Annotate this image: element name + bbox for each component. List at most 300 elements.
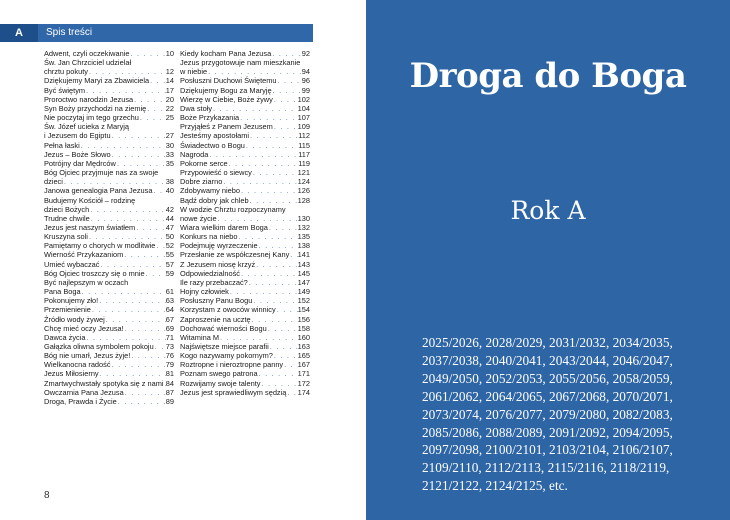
toc-entry-page: 158 <box>297 323 310 333</box>
toc-entry-title: Świadectwo o Bogu <box>180 140 245 150</box>
toc-entry-page: 10 <box>165 49 174 58</box>
toc-entry-row <box>180 388 310 397</box>
toc-entry-row <box>44 141 174 150</box>
toc-entry[interactable] <box>180 223 310 232</box>
toc-entry-title: Hojny człowiek <box>180 287 229 297</box>
toc-entry-row <box>44 49 174 58</box>
toc-entry-row <box>44 95 174 104</box>
toc-leader-dots <box>111 131 166 140</box>
toc-entry[interactable] <box>180 369 310 378</box>
toc-leader-dots <box>208 150 298 159</box>
toc-entry[interactable] <box>180 241 310 250</box>
toc-entry-title: Pełna łaski <box>44 140 80 150</box>
toc-leader-dots <box>124 324 166 333</box>
toc-entry-row <box>44 223 174 232</box>
toc-entry-row <box>44 232 174 241</box>
toc-entry[interactable] <box>44 95 174 104</box>
toc-entry-title: Najświętsze miejsce parafii <box>180 342 269 351</box>
toc-entry-title: Umieć wybaczać <box>44 259 100 269</box>
toc-entry-row <box>180 250 310 259</box>
toc-entry-title: chrztu pokuty <box>44 67 88 77</box>
toc-entry-row <box>44 388 174 397</box>
toc-entry-row <box>44 250 174 259</box>
toc-entry-page: 38 <box>165 177 174 187</box>
toc-entry-title: Chcę mieć oczy Jezusa! <box>44 323 124 333</box>
toc-entry-title: Pana Boga <box>44 287 81 297</box>
toc-entry-page: 63 <box>165 296 174 306</box>
toc-entry-title: Pokorne serce <box>180 158 228 168</box>
toc-entry-page: 52 <box>165 241 174 251</box>
toc-entry-row <box>180 159 310 168</box>
toc-leader-dots <box>88 232 166 241</box>
toc-entry-page: 71 <box>165 332 174 342</box>
toc-entry-page: 61 <box>165 287 174 297</box>
toc-entry-title: dzieci Bożych <box>44 204 90 214</box>
toc-entry[interactable] <box>44 76 174 85</box>
toc-entry[interactable] <box>180 177 310 186</box>
toc-entry-row <box>180 150 310 159</box>
toc-entry[interactable] <box>180 104 310 113</box>
toc-leader-dots <box>249 131 298 140</box>
toc-entry-page: 27 <box>165 131 174 141</box>
toc-header-bar <box>0 24 313 42</box>
toc-entry-row <box>180 260 310 269</box>
toc-leader-dots <box>258 241 298 250</box>
toc-entry-title-line: Jezus przygotowuje nam mieszkanie <box>180 58 301 68</box>
toc-entry-title: Dwa stoły <box>180 103 213 113</box>
toc-entry-page: 109 <box>297 122 310 132</box>
toc-entry-row <box>180 305 310 314</box>
toc-entry-title: Ile razy przebaczać? <box>180 277 248 287</box>
toc-entry-title: Pokonujemy zło! <box>44 296 99 306</box>
toc-entry-row <box>180 360 310 369</box>
toc-entry[interactable] <box>180 232 310 241</box>
toc-entry[interactable] <box>44 214 174 223</box>
toc-entry-page: 163 <box>297 342 310 351</box>
toc-entry[interactable] <box>180 250 310 259</box>
toc-entry-title: Nagroda <box>180 149 209 159</box>
toc-entry-page: 79 <box>165 360 174 370</box>
toc-entry[interactable] <box>44 369 174 378</box>
toc-leader-dots <box>248 278 298 287</box>
toc-entry[interactable] <box>180 122 310 131</box>
toc-entry-page: 81 <box>165 369 174 379</box>
toc-entry-row <box>44 205 174 214</box>
toc-entry-row <box>180 113 310 122</box>
toc-entry[interactable] <box>180 205 310 223</box>
toc-entry-row <box>44 369 174 378</box>
toc-entry[interactable] <box>44 360 174 369</box>
toc-entry[interactable] <box>44 397 174 406</box>
toc-entry-page: 167 <box>297 360 310 370</box>
toc-entry-title: Przesłanie ze współczesnej Kany <box>180 250 290 260</box>
toc-entry-title: Przypowieść o siewcy <box>180 168 252 178</box>
toc-entry-title: Janowa genealogia Pana Jezusa <box>44 186 153 196</box>
toc-leader-dots <box>116 159 166 168</box>
toc-entry-title: Syn Boży przychodzi na ziemię <box>44 103 147 113</box>
toc-entry[interactable] <box>180 86 310 95</box>
toc-entry-title: Poznam swego patrona <box>180 369 258 379</box>
toc-entry-page: 145 <box>297 268 310 278</box>
toc-entry[interactable] <box>180 278 310 287</box>
toc-entry-title: Wiara wielkim darem Boga <box>180 222 268 232</box>
toc-entry-page: 160 <box>297 332 310 342</box>
toc-entry-row <box>180 214 310 223</box>
toc-entry-page: 22 <box>165 103 174 113</box>
toc-leader-dots <box>272 86 302 95</box>
toc-entry-page: 135 <box>297 232 310 242</box>
toc-entry-row <box>180 122 310 131</box>
toc-leader-dots <box>111 150 166 159</box>
toc-entry-row <box>44 342 174 351</box>
toc-leader-dots <box>63 177 166 186</box>
toc-entry-row <box>180 141 310 150</box>
toc-entry-title: Rozwijamy swoje talenty <box>180 378 261 388</box>
toc-entry-page: 147 <box>297 277 310 287</box>
toc-entry-title: w niebie <box>180 67 208 77</box>
toc-entry-row <box>44 397 174 406</box>
toc-entry[interactable] <box>44 159 174 168</box>
toc-entry-row <box>44 159 174 168</box>
toc-entry-row <box>44 214 174 223</box>
toc-entry-row <box>180 67 310 76</box>
toc-entry-row <box>180 278 310 287</box>
toc-leader-dots <box>105 315 166 324</box>
toc-entry[interactable] <box>180 58 310 76</box>
toc-entry-row <box>44 186 174 195</box>
toc-entry[interactable] <box>180 296 310 305</box>
toc-entry-page: 50 <box>165 232 174 242</box>
toc-entry-title: Adwent, czyli oczekiwanie <box>44 49 130 58</box>
toc-leader-dots <box>261 379 298 388</box>
toc-entry-page: 92 <box>301 49 310 58</box>
toc-entry-title: Konkurs na niebo <box>180 232 238 242</box>
toc-entry-page: 154 <box>297 305 310 315</box>
toc-leader-dots <box>133 95 166 104</box>
toc-leader-dots <box>269 342 298 351</box>
cover-page <box>366 0 730 520</box>
toc-entry[interactable] <box>44 49 174 58</box>
toc-leader-dots <box>207 67 302 76</box>
toc-entry-title: Zmartwychwstały spotyka się z nami <box>44 378 164 388</box>
toc-entry[interactable] <box>180 351 310 360</box>
toc-entry-page: 67 <box>165 314 174 324</box>
toc-leader-dots <box>283 360 298 369</box>
toc-entry[interactable] <box>44 379 174 388</box>
toc-entry-row <box>180 324 310 333</box>
toc-entry-row <box>180 86 310 95</box>
toc-entry-page: 128 <box>297 195 310 205</box>
toc-entry[interactable] <box>44 141 174 150</box>
toc-entry-page: 76 <box>165 351 174 361</box>
toc-leader-dots <box>129 49 165 58</box>
liturgical-years-list: 2025/2026, 2028/2029, 2031/2032, 2034/2035, 2037/2038, 2040/2041, 2043/2044, 2046/2047, 2049/2050, 2052/2053, 2055/2056, 2058/2059, 2061/2062, 2064/2065, 2067/2068, 2070/2071, 2073/2074, 2076/2077, 2079/2080, 2082/2083, 2085/2086, 2088/2089, 2091/2092, 2094/2095, 2097/2098, 2100/2101, 2103/2104, 2106/2107, 2109/2110, 2112/2113, 2115/2116, 2118/2119, 2121/2122, 2124/2125, etc. <box>422 335 673 494</box>
toc-entry-title: Dobre ziarno <box>180 177 223 187</box>
toc-entry-page: 138 <box>297 241 310 251</box>
toc-entry[interactable] <box>180 287 310 296</box>
toc-entry-page: 132 <box>297 222 310 232</box>
toc-entry[interactable] <box>180 379 310 388</box>
toc-entry-row <box>180 232 310 241</box>
toc-leader-dots <box>152 186 165 195</box>
toc-entry[interactable] <box>180 333 310 342</box>
toc-entry-title: Bądź dobry jak chleb <box>180 195 249 205</box>
toc-entry-page: 152 <box>297 296 310 306</box>
toc-entry-page: 73 <box>165 342 174 351</box>
toc-entry-title: Bóg nie umarł, Jezus żyje! <box>44 351 131 361</box>
toc-entry-title: Dziękujemy Bogu za Maryję <box>180 85 272 95</box>
toc-entry-page: 69 <box>165 323 174 333</box>
toc-entry-title: nowe życie <box>180 213 217 223</box>
toc-entry-page: 107 <box>297 113 310 123</box>
toc-entry-page: 156 <box>297 314 310 324</box>
toc-entry-row <box>44 104 174 113</box>
toc-entry[interactable] <box>180 342 310 351</box>
toc-entry-row <box>44 150 174 159</box>
toc-entry-title: Kogo nazywamy pokornym? <box>180 351 273 361</box>
toc-entry-page: 99 <box>301 85 310 95</box>
toc-entry-page: 149 <box>297 287 310 297</box>
toc-entry-page: 33 <box>165 149 174 159</box>
toc-entry-row <box>180 95 310 104</box>
toc-entry-title-line: Św. Józef ucieka z Maryją <box>44 122 130 132</box>
toc-entry[interactable] <box>44 168 174 186</box>
toc-entry-page: 17 <box>165 85 174 95</box>
toc-entry-page: 172 <box>297 378 310 388</box>
toc-leader-dots <box>268 223 298 232</box>
toc-entry[interactable] <box>180 269 310 278</box>
toc-entry[interactable] <box>180 76 310 85</box>
toc-entry[interactable] <box>44 250 174 259</box>
toc-entry[interactable] <box>180 159 310 168</box>
toc-leader-dots <box>286 388 297 397</box>
toc-entry[interactable] <box>44 150 174 159</box>
toc-entry-title-line: Bóg Ojciec przyjmuje nas za swoje <box>44 168 159 178</box>
toc-leader-dots <box>85 86 166 95</box>
toc-entry-row <box>180 287 310 296</box>
toc-entry-page: 57 <box>165 259 174 269</box>
toc-entry[interactable] <box>180 260 310 269</box>
toc-entry[interactable] <box>44 223 174 232</box>
toc-entry-row <box>180 369 310 378</box>
toc-entry-page: 141 <box>297 250 310 260</box>
toc-entry-page: 115 <box>298 140 310 150</box>
toc-entry-page: 126 <box>297 186 310 196</box>
toc-leader-dots <box>98 296 166 305</box>
toc-entry-page: 40 <box>165 186 174 196</box>
toc-entry[interactable] <box>44 122 174 140</box>
toc-entry[interactable] <box>44 186 174 195</box>
toc-leader-dots <box>145 269 166 278</box>
toc-leader-dots <box>212 104 298 113</box>
toc-entry[interactable] <box>44 196 174 214</box>
toc-entry-title: i Jezusem do Egiptu <box>44 131 111 141</box>
toc-entry-row <box>44 333 174 342</box>
toc-entry[interactable] <box>44 58 174 76</box>
page-number: 8 <box>44 490 50 501</box>
toc-leader-dots <box>91 305 166 314</box>
toc-column-2 <box>180 49 310 397</box>
toc-leader-dots <box>81 287 166 296</box>
toc-entry-page: 124 <box>297 177 310 187</box>
toc-leader-dots <box>229 287 298 296</box>
toc-leader-dots <box>155 241 165 250</box>
toc-entry-title: Jezus jest naszym światłem <box>44 222 136 232</box>
toc-entry-title: Boże Przykazania <box>180 113 240 123</box>
toc-entry-row <box>44 324 174 333</box>
toc-leader-dots <box>252 168 298 177</box>
toc-entry[interactable] <box>44 342 174 351</box>
toc-leader-dots <box>80 141 166 150</box>
toc-entry[interactable] <box>180 141 310 150</box>
toc-entry-page: 104 <box>297 103 310 113</box>
toc-entry-row <box>180 104 310 113</box>
toc-entry-page: 47 <box>165 222 174 232</box>
toc-entry-page: 112 <box>298 131 310 141</box>
toc-entry-title: Wierność Przykazaniom <box>44 250 124 260</box>
toc-entry-row <box>44 351 174 360</box>
toc-leader-dots <box>154 342 166 351</box>
toc-leader-dots <box>276 305 298 314</box>
toc-entry[interactable] <box>180 305 310 314</box>
toc-entry[interactable] <box>44 241 174 250</box>
toc-leader-dots <box>273 95 298 104</box>
toc-entry-row <box>44 177 174 186</box>
toc-entry[interactable] <box>44 351 174 360</box>
toc-entry-title: Proroctwo narodzin Jezusa <box>44 94 134 104</box>
toc-entry-title-line: Budujemy Kościół – rodzinę <box>44 195 136 205</box>
toc-entry-row <box>44 315 174 324</box>
toc-entry[interactable] <box>44 388 174 397</box>
toc-entry-title: Witamina M <box>180 332 220 342</box>
toc-entry-title: Trudne chwile <box>44 213 90 223</box>
toc-entry-title: Kruszyna soli <box>44 232 88 242</box>
toc-entry-page: 12 <box>165 67 174 77</box>
toc-entry-row <box>180 168 310 177</box>
toc-entry-page: 55 <box>165 250 174 260</box>
toc-leader-dots <box>219 333 298 342</box>
toc-entry-page: 87 <box>165 387 174 397</box>
toc-entry-page: 119 <box>298 158 310 168</box>
toc-entry[interactable] <box>180 49 310 58</box>
toc-leader-dots <box>139 113 166 122</box>
toc-entry-page: 35 <box>165 158 174 168</box>
toc-leader-dots <box>240 186 298 195</box>
toc-entry-title: dzieci <box>44 177 63 187</box>
toc-entry-row <box>44 360 174 369</box>
toc-leader-dots <box>89 205 166 214</box>
toc-entry-row <box>180 76 310 85</box>
toc-entry-page: 14 <box>165 76 174 86</box>
toc-entry[interactable] <box>180 95 310 104</box>
toc-entry-row <box>180 315 310 324</box>
toc-entry[interactable] <box>44 315 174 324</box>
toc-entry-row <box>180 351 310 360</box>
toc-entry[interactable] <box>44 278 174 296</box>
toc-entry[interactable] <box>44 324 174 333</box>
toc-entry-row <box>180 241 310 250</box>
toc-leader-dots <box>239 113 298 122</box>
toc-entry-title-line: W wodzie Chrztu rozpoczynamy <box>180 204 286 214</box>
toc-entry-row <box>44 287 174 296</box>
book-title: Droga do Boga <box>409 56 687 96</box>
toc-entry[interactable] <box>180 150 310 159</box>
toc-entry[interactable] <box>180 388 310 397</box>
toc-entry[interactable] <box>180 113 310 122</box>
toc-entry[interactable] <box>180 360 310 369</box>
toc-leader-dots <box>267 324 298 333</box>
toc-entry-title: Źródło wody żywej <box>44 314 105 324</box>
toc-entry[interactable] <box>44 232 174 241</box>
toc-entry-title: Podejmuję wyrzeczenie <box>180 241 258 251</box>
toc-leader-dots <box>273 351 298 360</box>
toc-leader-dots <box>88 67 166 76</box>
toc-entry-row <box>44 269 174 278</box>
toc-entry-title: Wierzę w Ciebie, Boże żywy <box>180 94 273 104</box>
toc-entry[interactable] <box>44 269 174 278</box>
toc-entry-title-line: Być najlepszym w oczach <box>44 277 129 287</box>
toc-entry-row <box>180 196 310 205</box>
toc-entry-title: Jesteśmy apostołami <box>180 131 250 141</box>
toc-entry-title: Zaproszenie na ucztę <box>180 314 251 324</box>
toc-entry[interactable] <box>44 333 174 342</box>
toc-leader-dots <box>217 214 298 223</box>
toc-entry[interactable] <box>180 315 310 324</box>
toc-entry[interactable] <box>44 305 174 314</box>
toc-entry[interactable] <box>44 113 174 122</box>
toc-entry[interactable] <box>180 196 310 205</box>
toc-entry[interactable] <box>44 104 174 113</box>
toc-entry-title: Dawca życia <box>44 332 86 342</box>
toc-entry-title: Zdobywamy niebo <box>180 186 240 196</box>
toc-entry-row <box>180 379 310 388</box>
toc-entry-row <box>44 76 174 85</box>
toc-leader-dots <box>238 232 298 241</box>
toc-entry-row <box>180 186 310 195</box>
toc-entry-page: 25 <box>165 113 174 123</box>
toc-entry[interactable] <box>44 260 174 269</box>
toc-entry[interactable] <box>44 296 174 305</box>
toc-entry-row <box>180 296 310 305</box>
toc-entry-page: 174 <box>297 387 310 397</box>
toc-leader-dots <box>99 260 165 269</box>
toc-entry[interactable] <box>44 86 174 95</box>
toc-entry-title: Pamiętamy o chorych w modlitwie <box>44 241 156 251</box>
toc-entry[interactable] <box>180 131 310 140</box>
toc-leader-dots <box>249 196 298 205</box>
toc-entry-title: Owczarnia Pana Jezusa <box>44 387 124 397</box>
toc-entry-title: Potrójny dar Mędrców <box>44 158 116 168</box>
toc-entry-title: Droga, Prawda i Życie <box>44 396 117 406</box>
toc-leader-dots <box>123 250 166 259</box>
toc-entry-row <box>44 241 174 250</box>
toc-entry[interactable] <box>180 168 310 177</box>
toc-leader-dots <box>124 388 166 397</box>
toc-leader-dots <box>90 214 166 223</box>
toc-column-1 <box>44 49 174 406</box>
toc-leader-dots <box>117 397 166 406</box>
toc-entry-title: Posłuszni Duchowi Świętemu <box>180 76 277 86</box>
toc-entry-title: Przyjąłeś z Panem Jezusem <box>180 122 273 132</box>
toc-entry-title: Jezus – Boże Słowo <box>44 149 111 159</box>
toc-entry[interactable] <box>180 324 310 333</box>
toc-entry-page: 117 <box>298 149 310 159</box>
toc-leader-dots <box>258 369 298 378</box>
toc-entry[interactable] <box>180 186 310 195</box>
toc-entry-row <box>44 260 174 269</box>
toc-leader-dots <box>271 49 302 58</box>
toc-entry-page: 44 <box>165 213 174 223</box>
